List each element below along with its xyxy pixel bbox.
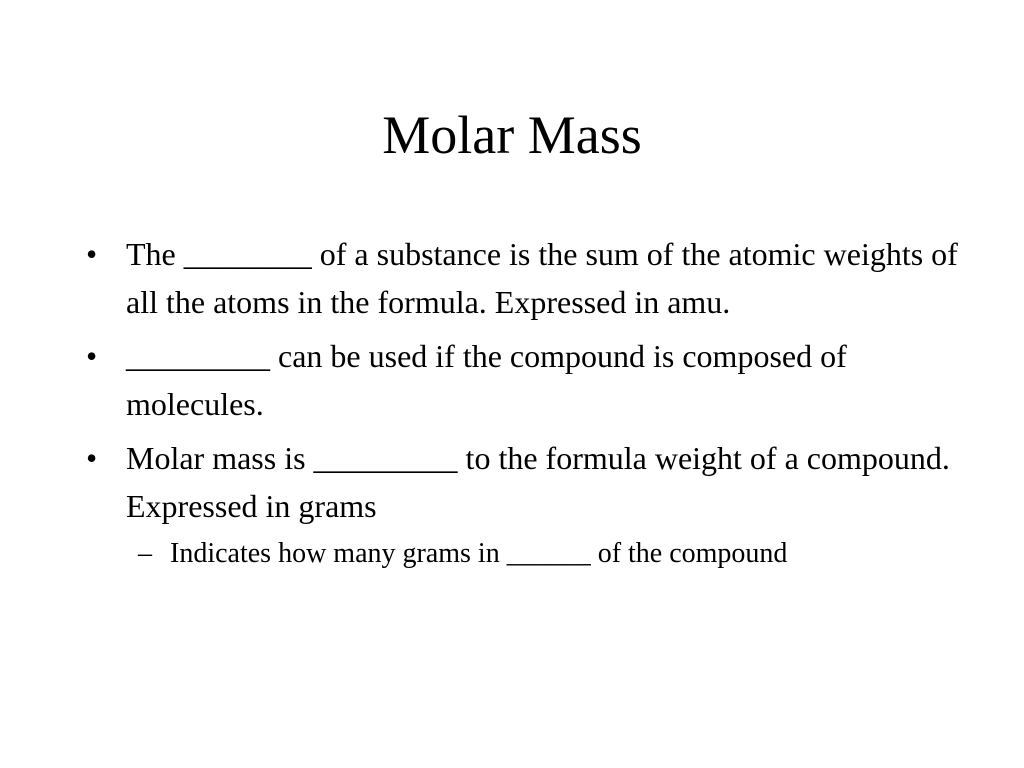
sub-bullet-marker: – — [138, 538, 152, 569]
bullet-text: Molar mass is _________ to the formula weight of a compound. Expressed in grams — [126, 440, 950, 524]
bullet-marker: • — [86, 338, 98, 374]
bullet-list — [84, 230, 964, 580]
sub-bullet-item — [126, 534, 964, 574]
sub-bullet-list — [126, 534, 964, 574]
bullet-item — [84, 230, 964, 326]
bullet-text: The ________ of a substance is the sum of the atomic weights of all the atoms in the formula. Expressed in amu. — [126, 236, 958, 320]
slide-title: Molar Mass — [382, 105, 642, 165]
sub-bullet-text: Indicates how many grams in ______ of the compound — [170, 538, 788, 569]
bullet-text: _________ can be used if the compound is composed of molecules. — [126, 338, 847, 422]
bullet-item — [84, 332, 964, 428]
bullet-marker: • — [86, 440, 98, 476]
bullet-item — [84, 434, 964, 574]
bullet-marker: • — [86, 236, 98, 272]
